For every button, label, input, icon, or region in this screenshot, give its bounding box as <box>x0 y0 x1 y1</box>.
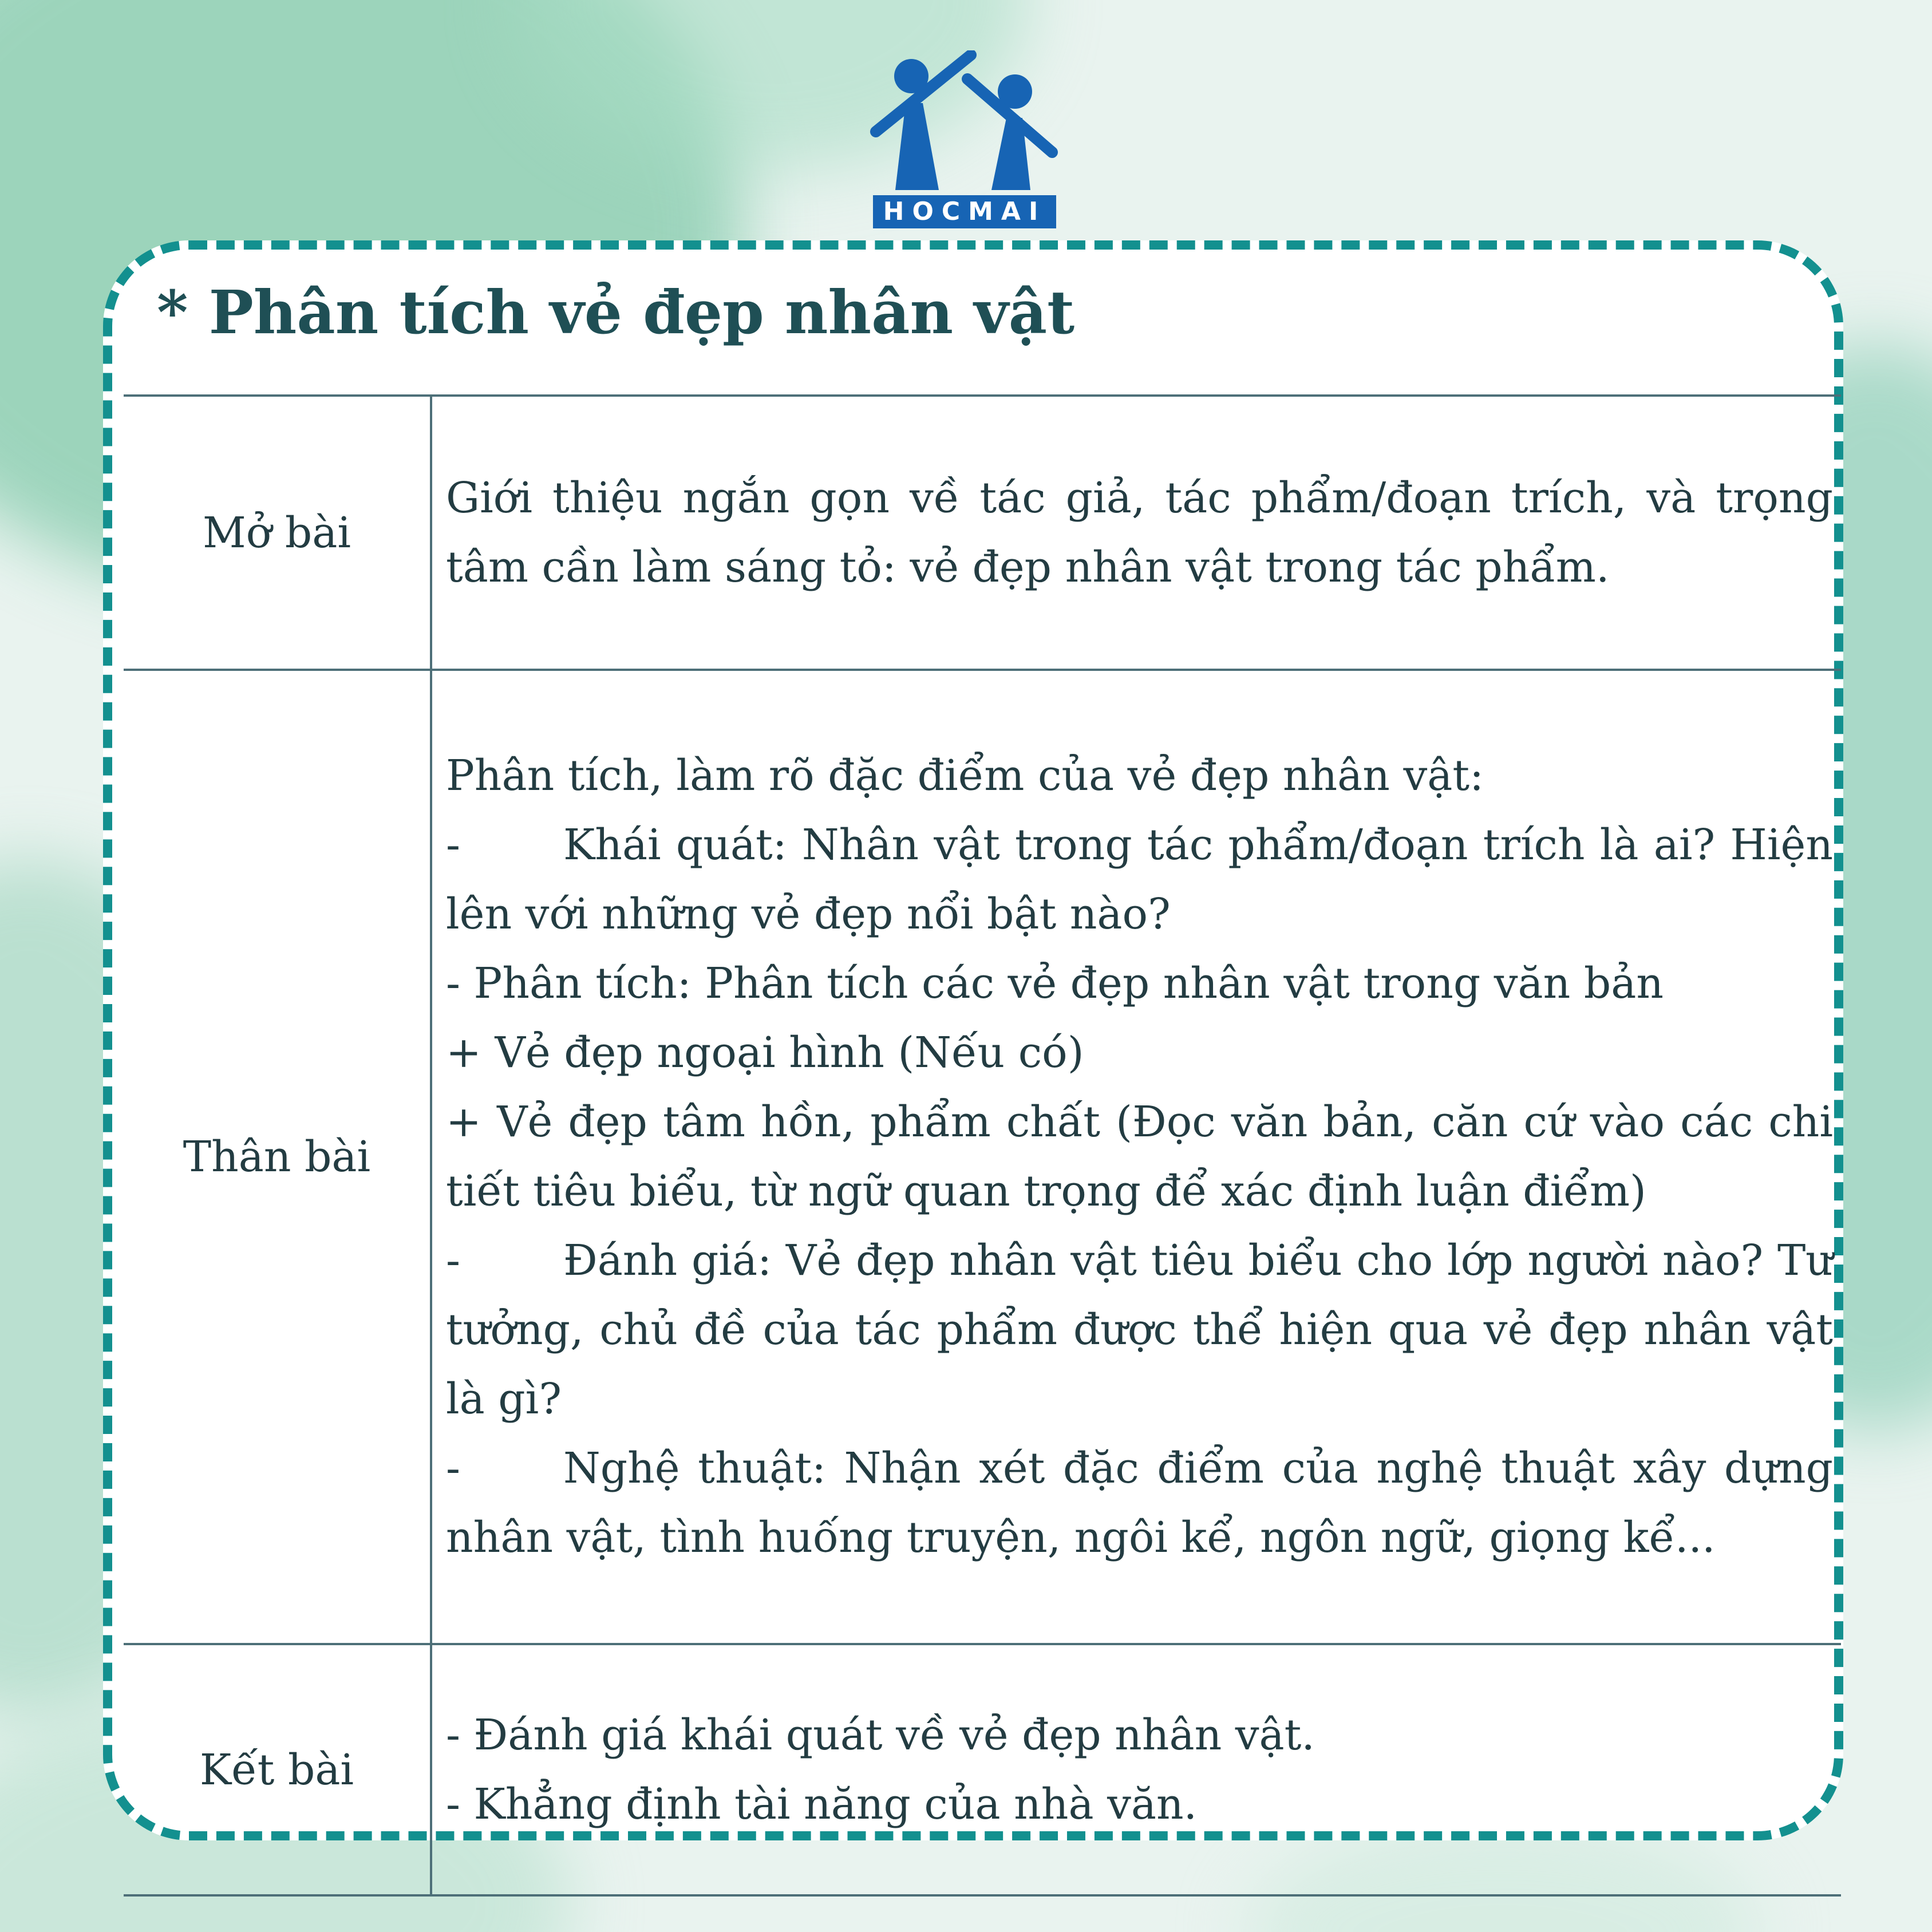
section-label: Mở bài <box>124 396 431 670</box>
section-content <box>431 396 1841 670</box>
hocmai-figures-icon <box>870 50 1059 193</box>
brand-name: HOCMAI <box>873 195 1056 228</box>
content-line: - Phân tích: Phân tích các vẻ đẹp nhân vật trong văn bản <box>446 959 1664 1008</box>
content-line <box>446 1226 1833 1434</box>
hocmai-logo <box>870 50 1059 231</box>
table-row <box>124 396 1841 670</box>
dash-marker: - <box>446 820 461 870</box>
dash-marker: - <box>446 1236 461 1285</box>
outline-table <box>124 394 1841 1897</box>
content-line: + Vẻ đẹp tâm hồn, phẩm chất (Đọc văn bản, căn cứ vào các chi tiết tiêu biểu, từ ngữ quan trọng để xác định luận điểm) <box>446 1097 1833 1216</box>
content-line <box>446 811 1833 949</box>
section-content <box>431 1644 1841 1895</box>
card-title: * Phân tích vẻ đẹp nhân vật <box>157 277 1075 347</box>
content-text: Nghệ thuật: Nhận xét đặc điểm của nghệ thuật xây dựng nhân vật, tình huống truyện, ngôi kể, ngôn ngữ, giọng kể... <box>446 1444 1833 1562</box>
table-row <box>124 670 1841 1644</box>
table-row <box>124 1644 1841 1895</box>
section-label: Kết bài <box>124 1644 431 1895</box>
section-content <box>431 670 1841 1644</box>
content-line: - Đánh giá khái quát về vẻ đẹp nhân vật. <box>446 1710 1315 1760</box>
content-text: Đánh giá: Vẻ đẹp nhân vật tiêu biểu cho lớp người nào? Tư tưởng, chủ đề của tác phẩm được thể hiện qua vẻ đẹp nhân vật là gì? <box>446 1236 1833 1424</box>
content-text: Khái quát: Nhân vật trong tác phẩm/đoạn trích là ai? Hiện lên với những vẻ đẹp nổi bật nào? <box>446 820 1833 939</box>
content-line: + Vẻ đẹp ngoại hình (Nếu có) <box>446 1028 1084 1077</box>
dash-marker: - <box>446 1444 461 1493</box>
section-label: Thân bài <box>124 670 431 1644</box>
content-line: Phân tích, làm rõ đặc điểm của vẻ đẹp nhân vật: <box>446 751 1484 800</box>
content-line: - Khẳng định tài năng của nhà văn. <box>446 1779 1198 1829</box>
content-line <box>446 1434 1833 1573</box>
content-line: Giới thiệu ngắn gọn về tác giả, tác phẩm/đoạn trích, và trọng tâm cần làm sáng tỏ: vẻ đẹp nhân vật trong tác phẩm. <box>446 473 1833 592</box>
outline-card <box>103 240 1843 1840</box>
